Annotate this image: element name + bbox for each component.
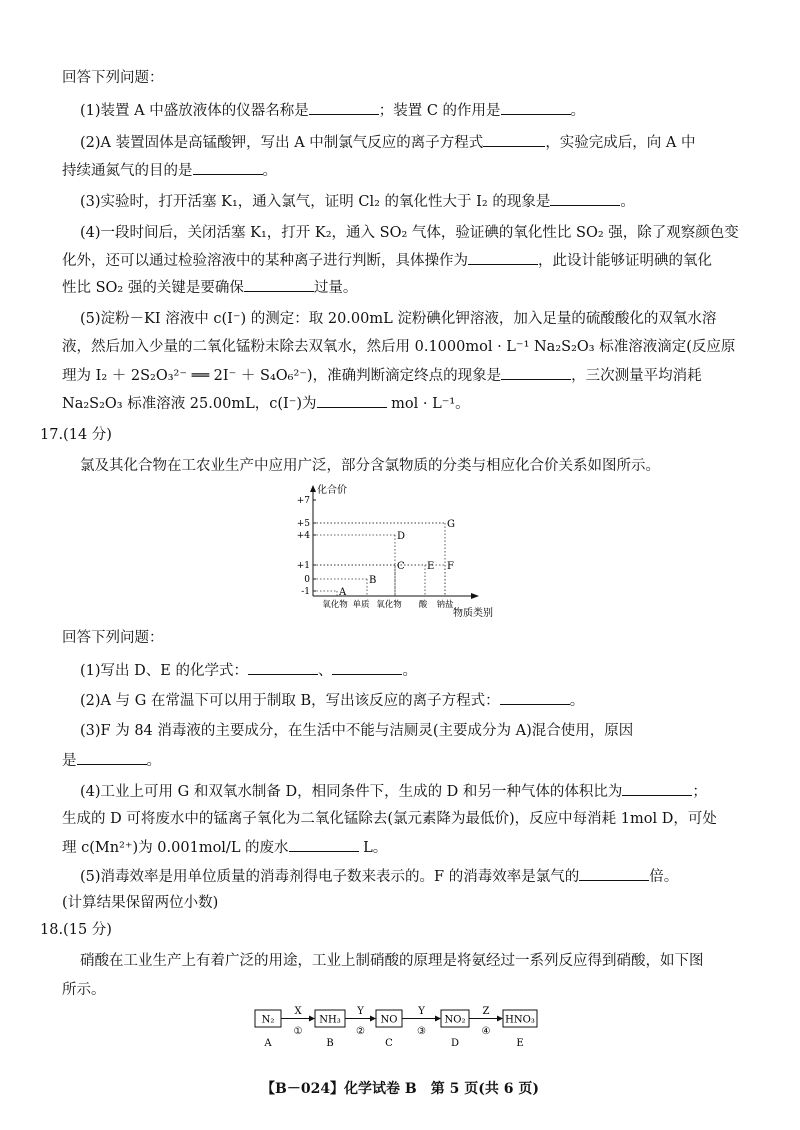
answer-blank[interactable] xyxy=(289,837,359,852)
flow-reagent: X xyxy=(294,1006,302,1017)
q16-part4-line2: 化外，还可以通过检验溶液中的某种离子进行判断，具体操作为 ，此设计能够证明碘的氧化 xyxy=(62,250,762,271)
answer-blank[interactable] xyxy=(483,132,545,147)
answer-blank[interactable] xyxy=(501,100,571,115)
q16-part5-line3: 理为 I₂ ＋ 2S₂O₃²⁻ ══ 2I⁻ ＋ S₄O₆²⁻)，准确判断滴定终点的现象是 ，三次测量平均消耗 xyxy=(62,365,762,386)
q16-part5-line4: Na₂S₂O₃ 标准溶液 25.00mL，c(I⁻)为 mol · L⁻¹。 xyxy=(62,393,762,414)
point-A: A xyxy=(339,587,347,598)
q17-part1: (1)写出 D、E 的化学式： 、 。 xyxy=(80,660,780,681)
answer-blank[interactable] xyxy=(248,660,318,675)
flow-arrowhead xyxy=(435,1016,441,1022)
flow-arrowhead xyxy=(497,1016,503,1022)
q17-part3-cont: 是 。 xyxy=(62,750,762,771)
q17-part4-line2: 生成的 D 可将废水中的锰离子氧化为二氧化锰除去(氯元素降为最低价)，反应中每消耗 1mol D，可处 xyxy=(62,811,717,827)
x-tick-label: 单质 xyxy=(352,600,370,610)
q18-intro-cont: 所示。 xyxy=(62,982,106,998)
nitric-acid-flow xyxy=(250,1005,550,1053)
answer-blank[interactable] xyxy=(622,781,692,796)
answer-blank[interactable] xyxy=(77,750,147,765)
flow-letter: A xyxy=(264,1038,272,1049)
flow-step: ② xyxy=(356,1026,365,1037)
q16-part5: (5)淀粉－KI 溶液中 c(I⁻) 的测定：取 20.00mL 淀粉碘化钾溶液，加入足量的硫酸酸化的双氧水溶 xyxy=(80,311,717,327)
y-axis-label: 化合价 xyxy=(317,485,347,496)
answer-blank[interactable] xyxy=(309,100,379,115)
x-tick-label: 钠盐 xyxy=(436,600,454,610)
q16-intro: 回答下列问题： xyxy=(62,70,164,86)
point-D: D xyxy=(397,531,406,542)
valence-chart xyxy=(285,478,515,626)
answer-blank[interactable] xyxy=(501,365,571,380)
q18-intro: 硝酸在工业生产上有着广泛的用途，工业上制硝酸的原理是将氨经过一系列反应得到硝酸，如下图 xyxy=(80,953,704,969)
q16-part2: (2)A 装置固体是高锰酸钾，写出 A 中制氯气反应的离子方程式 ，实验完成后，向 A 中 xyxy=(80,132,780,153)
q17-part3: (3)F 为 84 消毒液的主要成分，在生活中不能与洁厕灵(主要成分为 A)混合使用，原因 xyxy=(80,723,634,739)
flow-reagent: Z xyxy=(482,1006,490,1017)
y-tick-label: +7 xyxy=(296,496,310,506)
y-tick-label: +5 xyxy=(296,519,310,529)
y-tick-label: +4 xyxy=(296,531,310,541)
point-C: C xyxy=(397,561,405,572)
flow-box-label: NH₃ xyxy=(319,1014,341,1026)
y-tick-label: 0 xyxy=(304,575,310,585)
answer-blank[interactable] xyxy=(500,690,570,705)
q16-part4: (4)一段时间后，关闭活塞 K₁，打开 K₂，通入 SO₂ 气体，验证碘的氧化性比 SO₂ 强，除了观察颜色变 xyxy=(80,225,739,241)
flow-step: ③ xyxy=(417,1026,426,1037)
page-footer: 【B－024】化学试卷 B 第 5 页(共 6 页) xyxy=(261,1081,539,1097)
q17-part5-note: (计算结果保留两位小数) xyxy=(62,895,219,911)
q16-part5-line2: 液，然后加入少量的二氧化锰粉末除去双氧水，然后用 0.1000mol · L⁻¹ Na₂S₂O₃ 标准溶液滴定(反应原 xyxy=(62,339,736,355)
point-B: B xyxy=(369,575,377,586)
q17-ask: 回答下列问题： xyxy=(62,630,164,646)
x-tick-label: 酸 xyxy=(418,600,428,610)
flow-arrowhead xyxy=(370,1016,376,1022)
answer-blank[interactable] xyxy=(468,250,538,265)
q17-intro: 氯及其化合物在工农业生产中应用广泛，部分含氯物质的分类与相应化合价关系如图所示。 xyxy=(80,458,660,474)
answer-blank[interactable] xyxy=(317,393,387,408)
x-axis-arrow xyxy=(471,593,479,599)
q16-part1: (1)装置 A 中盛放液体的仪器名称是 ；装置 C 的作用是 。 xyxy=(80,100,780,121)
flow-letter: D xyxy=(450,1038,460,1049)
flow-step: ① xyxy=(293,1026,303,1037)
flow-box-label: NO xyxy=(380,1014,398,1026)
flow-reagent: Y xyxy=(418,1006,425,1017)
q17-header: 17.(14 分) xyxy=(40,427,112,443)
q17-part4: (4)工业上可用 G 和双氧水制备 D，相同条件下，生成的 D 和另一种气体的体积比为 ； xyxy=(80,781,780,802)
point-G: G xyxy=(447,519,455,530)
answer-blank[interactable] xyxy=(550,191,620,206)
answer-blank[interactable] xyxy=(579,866,649,881)
y-tick-label: +1 xyxy=(296,561,310,571)
q17-part4-line3: 理 c(Mn²⁺)为 0.001mol/L 的废水 L。 xyxy=(62,837,762,858)
q16-part2-cont: 持续通氮气的目的是 。 xyxy=(62,160,762,181)
point-E: E xyxy=(427,561,435,572)
flow-box-label: N₂ xyxy=(261,1014,275,1026)
q16-part3: (3)实验时，打开活塞 K₁，通入氯气，证明 Cl₂ 的氧化性大于 I₂ 的现象是 。 xyxy=(80,191,780,212)
flow-step: ④ xyxy=(481,1026,491,1037)
flow-letter: C xyxy=(385,1038,393,1049)
q16-part4-line3: 性比 SO₂ 强的关键是要确保 过量。 xyxy=(62,277,762,298)
q18-header: 18.(15 分) xyxy=(40,922,112,938)
y-tick-label: -1 xyxy=(301,587,310,597)
flow-reagent: Y xyxy=(357,1006,364,1017)
flow-letter: B xyxy=(326,1038,334,1049)
answer-blank[interactable] xyxy=(332,660,402,675)
flow-arrowhead xyxy=(309,1016,315,1022)
point-F: F xyxy=(447,561,454,572)
flow-box-label: HNO₃ xyxy=(505,1014,535,1026)
x-axis-label: 物质类别 xyxy=(453,608,493,619)
flow-letter: E xyxy=(516,1038,524,1049)
q17-part5: (5)消毒效率是用单位质量的消毒剂得电子数来表示的。F 的消毒效率是氯气的 倍。 xyxy=(80,866,780,887)
x-tick-label: 氧化物 xyxy=(376,600,402,610)
answer-blank[interactable] xyxy=(244,277,314,292)
flow-box-label: NO₂ xyxy=(444,1014,466,1026)
x-tick-label: 氧化物 xyxy=(322,600,348,610)
q17-part2: (2)A 与 G 在常温下可以用于制取 B，写出该反应的离子方程式： 。 xyxy=(80,690,780,711)
y-axis-arrow xyxy=(310,485,316,492)
answer-blank[interactable] xyxy=(193,160,263,175)
